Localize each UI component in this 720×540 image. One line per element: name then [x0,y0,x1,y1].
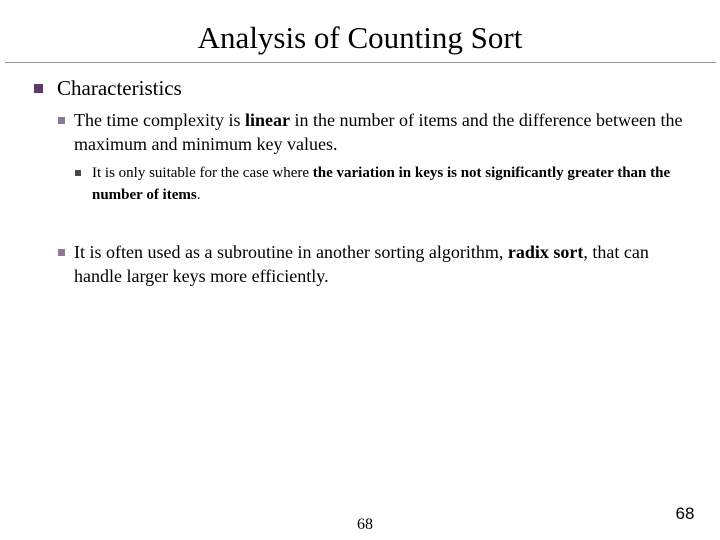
bullet-text: The time complexity is linear in the number of items and the difference between the maximum and minimum key values. [74,110,683,154]
bullet-radix-sort [58,240,688,288]
slide-title: Analysis of Counting Sort [197,20,523,55]
bullet-text: It is only suitable for the case where the variation in keys is not significantly greater than the number of items. [92,165,671,203]
emphasis-variation: the variation in keys is not significantly greater than the number of items [92,165,671,203]
bullet-suitability [75,162,695,206]
title-divider [5,62,716,63]
square-bullet-icon [75,170,81,176]
page-number-footer: 68 [357,516,373,533]
page-number-corner: 68 [675,504,695,523]
square-bullet-icon [58,117,65,124]
square-bullet-icon [58,249,65,256]
bullet-characteristics [34,74,694,102]
bullet-text: It is often used as a subroutine in another sorting algorithm, radix sort, that can handle larger keys more efficiently. [74,242,649,286]
bullet-text: Characteristics [57,76,182,100]
emphasis-linear: linear [244,110,290,130]
emphasis-radix-sort: radix sort [507,242,584,262]
square-bullet-icon [34,84,43,93]
bullet-time-complexity [58,108,688,156]
